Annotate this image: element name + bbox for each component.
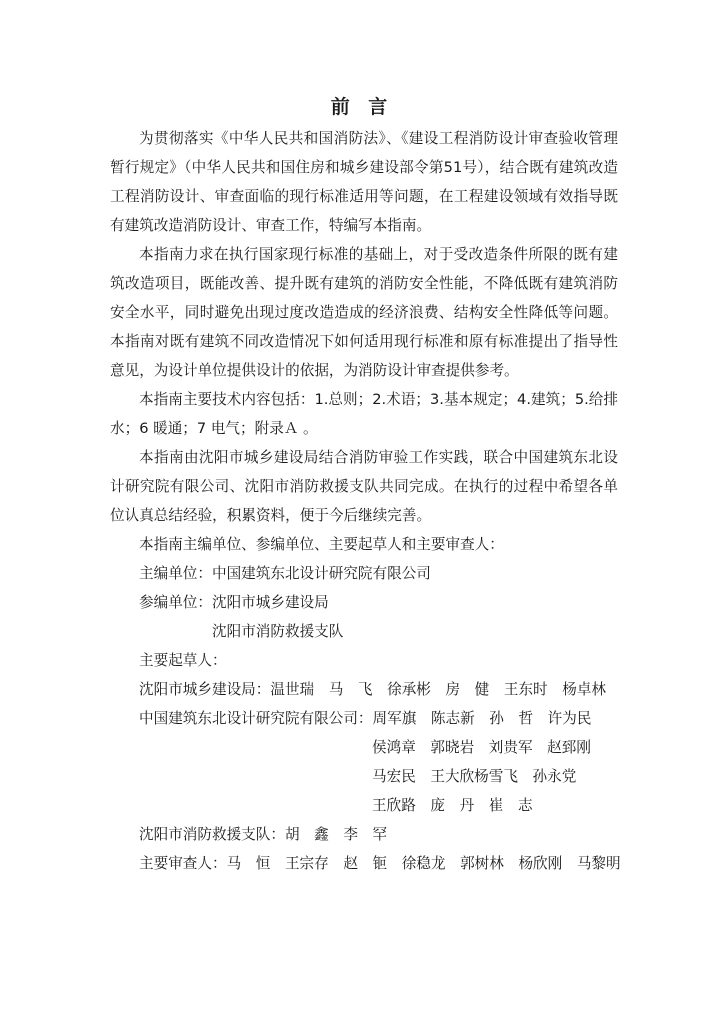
drafters-line: 王欣路 庞 丹 崔 志 bbox=[372, 797, 533, 814]
document-title: 前 言 bbox=[330, 96, 394, 118]
drafters-label: 主要起草人： bbox=[139, 652, 227, 669]
paragraph-contents: 本指南主要技术内容包括：1.总则；2.术语；3.基本规定；4.建筑；5.给排水；6 暖通；7 电气；附录Ａ 。 bbox=[110, 391, 618, 437]
paragraph-authors-note: 本指南由沈阳市城乡建设局结合消防审验工作实践，联合中国建筑东北设计研究院有限公司、沈阳市消防救援支队共同完成。在执行的过程中希望各单位认真总结经验，积累资料，便于今后继续完善。 bbox=[110, 449, 618, 524]
drafters-line: 中国建筑东北设计研究院有限公司：周军旗 陈志新 孙 哲 许为民 bbox=[139, 710, 592, 727]
drafters-line: 侯鸿章 郭晓岩 刘贵军 赵郅刚 bbox=[372, 739, 591, 756]
drafters-line: 沈阳市消防救援支队：胡 鑫 李 罕 bbox=[139, 826, 388, 843]
drafters-line: 沈阳市城乡建设局：温世瑞 马 飞 徐承彬 房 健 王东时 杨卓林 bbox=[139, 681, 607, 698]
chief-unit: 主编单位：中国建筑东北设计研究院有限公司 bbox=[139, 565, 431, 582]
credits-intro: 本指南主编单位、参编单位、主要起草人和主要审查人： bbox=[139, 536, 504, 553]
reviewers-line: 主要审查人：马 恒 王宗存 赵 钷 徐稳龙 郭树林 杨欣刚 马黎明 bbox=[139, 855, 621, 872]
participating-unit: 沈阳市消防救援支队 bbox=[212, 623, 344, 640]
participating-unit: 参编单位：沈阳市城乡建设局 bbox=[139, 594, 329, 611]
paragraph-scope: 本指南力求在执行国家现行标准的基础上，对于受改造条件所限的既有建筑改造项目，既能改善、提升既有建筑的消防安全性能，不降低既有建筑消防安全水平，同时避免出现过度改造造成的经济浪费、结构安全性降低等问题。本指南对既有建筑不同改造情况下如何适用现行标准和原有标准提出了指导性意见，为设计单位提供设计的依据，为消防设计审查提供参考。 bbox=[110, 246, 618, 379]
paragraph-purpose: 为贯彻落实《中华人民共和国消防法》、《建设工程消防设计审查验收管理暂行规定》（中华人民共和国住房和城乡建设部令第51号），结合既有建筑改造工程消防设计、审查面临的现行标准适用等问题，在工程建设领域有效指导既有建筑改造消防设计、审查工作，特编写本指南。 bbox=[110, 130, 618, 234]
drafters-line: 马宏民 王大欣杨雪飞 孙永党 bbox=[372, 768, 577, 785]
